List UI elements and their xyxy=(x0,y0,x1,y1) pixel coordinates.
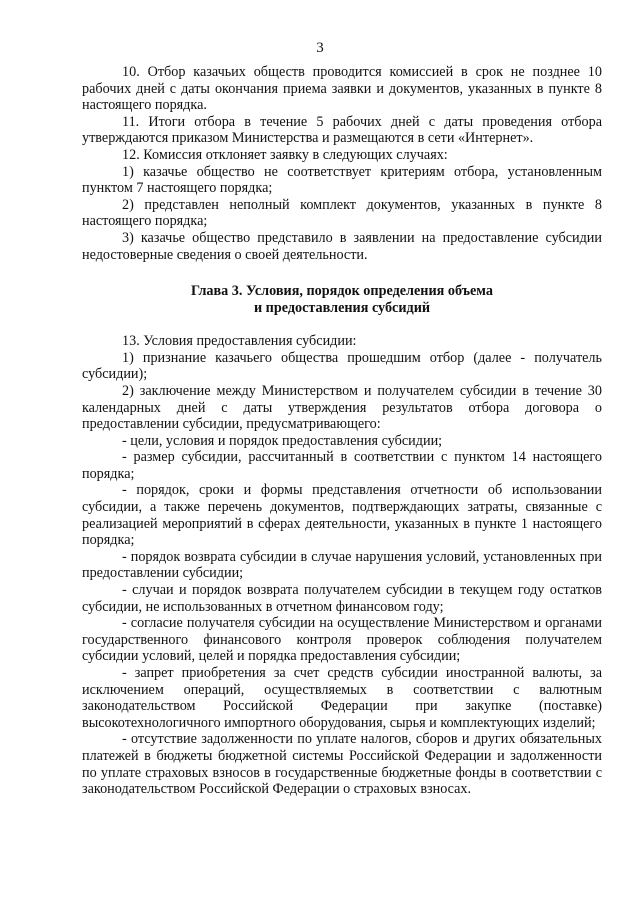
condition-currency-ban: - запрет приобретения за счет средств субсидии иностранной валюты, за исключением операций, осуществляемых в соответствии с валютным законодательством Российской Федерации при закупке (поставке) высокотехнологичного импортного оборудования, сырья и комплектующих изделий; xyxy=(82,665,602,731)
subitem-12-1: 1) казачье общество не соответствует критериям отбора, установленным пунктом 7 настоящего порядка; xyxy=(82,163,602,197)
condition-reporting: - порядок, сроки и формы представления отчетности об использовании субсидии, а также перечень документов, подтверждающих затраты, связанные с реализацией мероприятий в сферах деятельности, указанных в пункте 1 настоящего порядка; xyxy=(82,482,602,549)
paragraph-item-10: 10. Отбор казачьих обществ проводится комиссией в срок не позднее 10 рабочих дней с даты окончания приема заявки и документов, указанных в пункте 8 настоящего порядка. xyxy=(82,64,602,114)
paragraph-item-11: 11. Итоги отбора в течение 5 рабочих дней с даты проведения отбора утверждаются приказом Министерства и размещаются в сети «Интернет». xyxy=(82,113,602,147)
condition-goals: - цели, условия и порядок предоставления субсидии; xyxy=(122,432,443,449)
condition-amount: - размер субсидии, рассчитанный в соответствии с пунктом 14 настоящего порядка; xyxy=(82,449,602,482)
paragraph-item-13: 13. Условия предоставления субсидии: xyxy=(122,333,357,350)
condition-return: - порядок возврата субсидии в случае нарушения условий, установленных при предоставлении субсидии; xyxy=(82,548,602,582)
page-number: 3 xyxy=(316,40,324,56)
subitem-13-2: 2) заключение между Министерством и получателем субсидии в течение 30 календарных дней с даты утверждения результатов отбора договора о предоставлении субсидии, предусматривающего: xyxy=(82,382,602,433)
condition-audit-consent: - согласие получателя субсидии на осуществление Министерством и органами государственного финансового контроля проверок соблюдения получателем субсидии условий, целей и порядка предоставления субсидии; xyxy=(82,615,602,665)
document-body xyxy=(82,64,602,798)
condition-no-debts: - отсутствие задолженности по уплате налогов, сборов и других обязательных платежей в бюджеты бюджетной системы Российской Федерации и задолженности по уплате страховых взносов в государственные бюджетные фонды в соответствии с законодательством Российской Федерации о страховых взносах. xyxy=(82,731,602,798)
paragraph-item-12: 12. Комиссия отклоняет заявку в следующих случаях: xyxy=(122,146,448,163)
chapter-heading-line-1: Глава 3. Условия, порядок определения объема xyxy=(191,283,493,300)
chapter-heading-line-2: и предоставления субсидий xyxy=(253,300,431,317)
subitem-12-2: 2) представлен неполный комплект документов, указанных в пункте 8 настоящего порядка; xyxy=(82,196,602,230)
subitem-13-1: 1) признание казачьего общества прошедшим отбор (далее - получатель субсидии); xyxy=(82,349,602,383)
subitem-12-3: 3) казачье общество представило в заявлении на предоставление субсидии недостоверные сведения о своей деятельности. xyxy=(82,229,602,263)
condition-remainder-return: - случаи и порядок возврата получателем субсидии в текущем году остатков субсидии, не использованных в отчетном финансовом году; xyxy=(82,582,602,615)
chapter-heading xyxy=(82,283,602,317)
